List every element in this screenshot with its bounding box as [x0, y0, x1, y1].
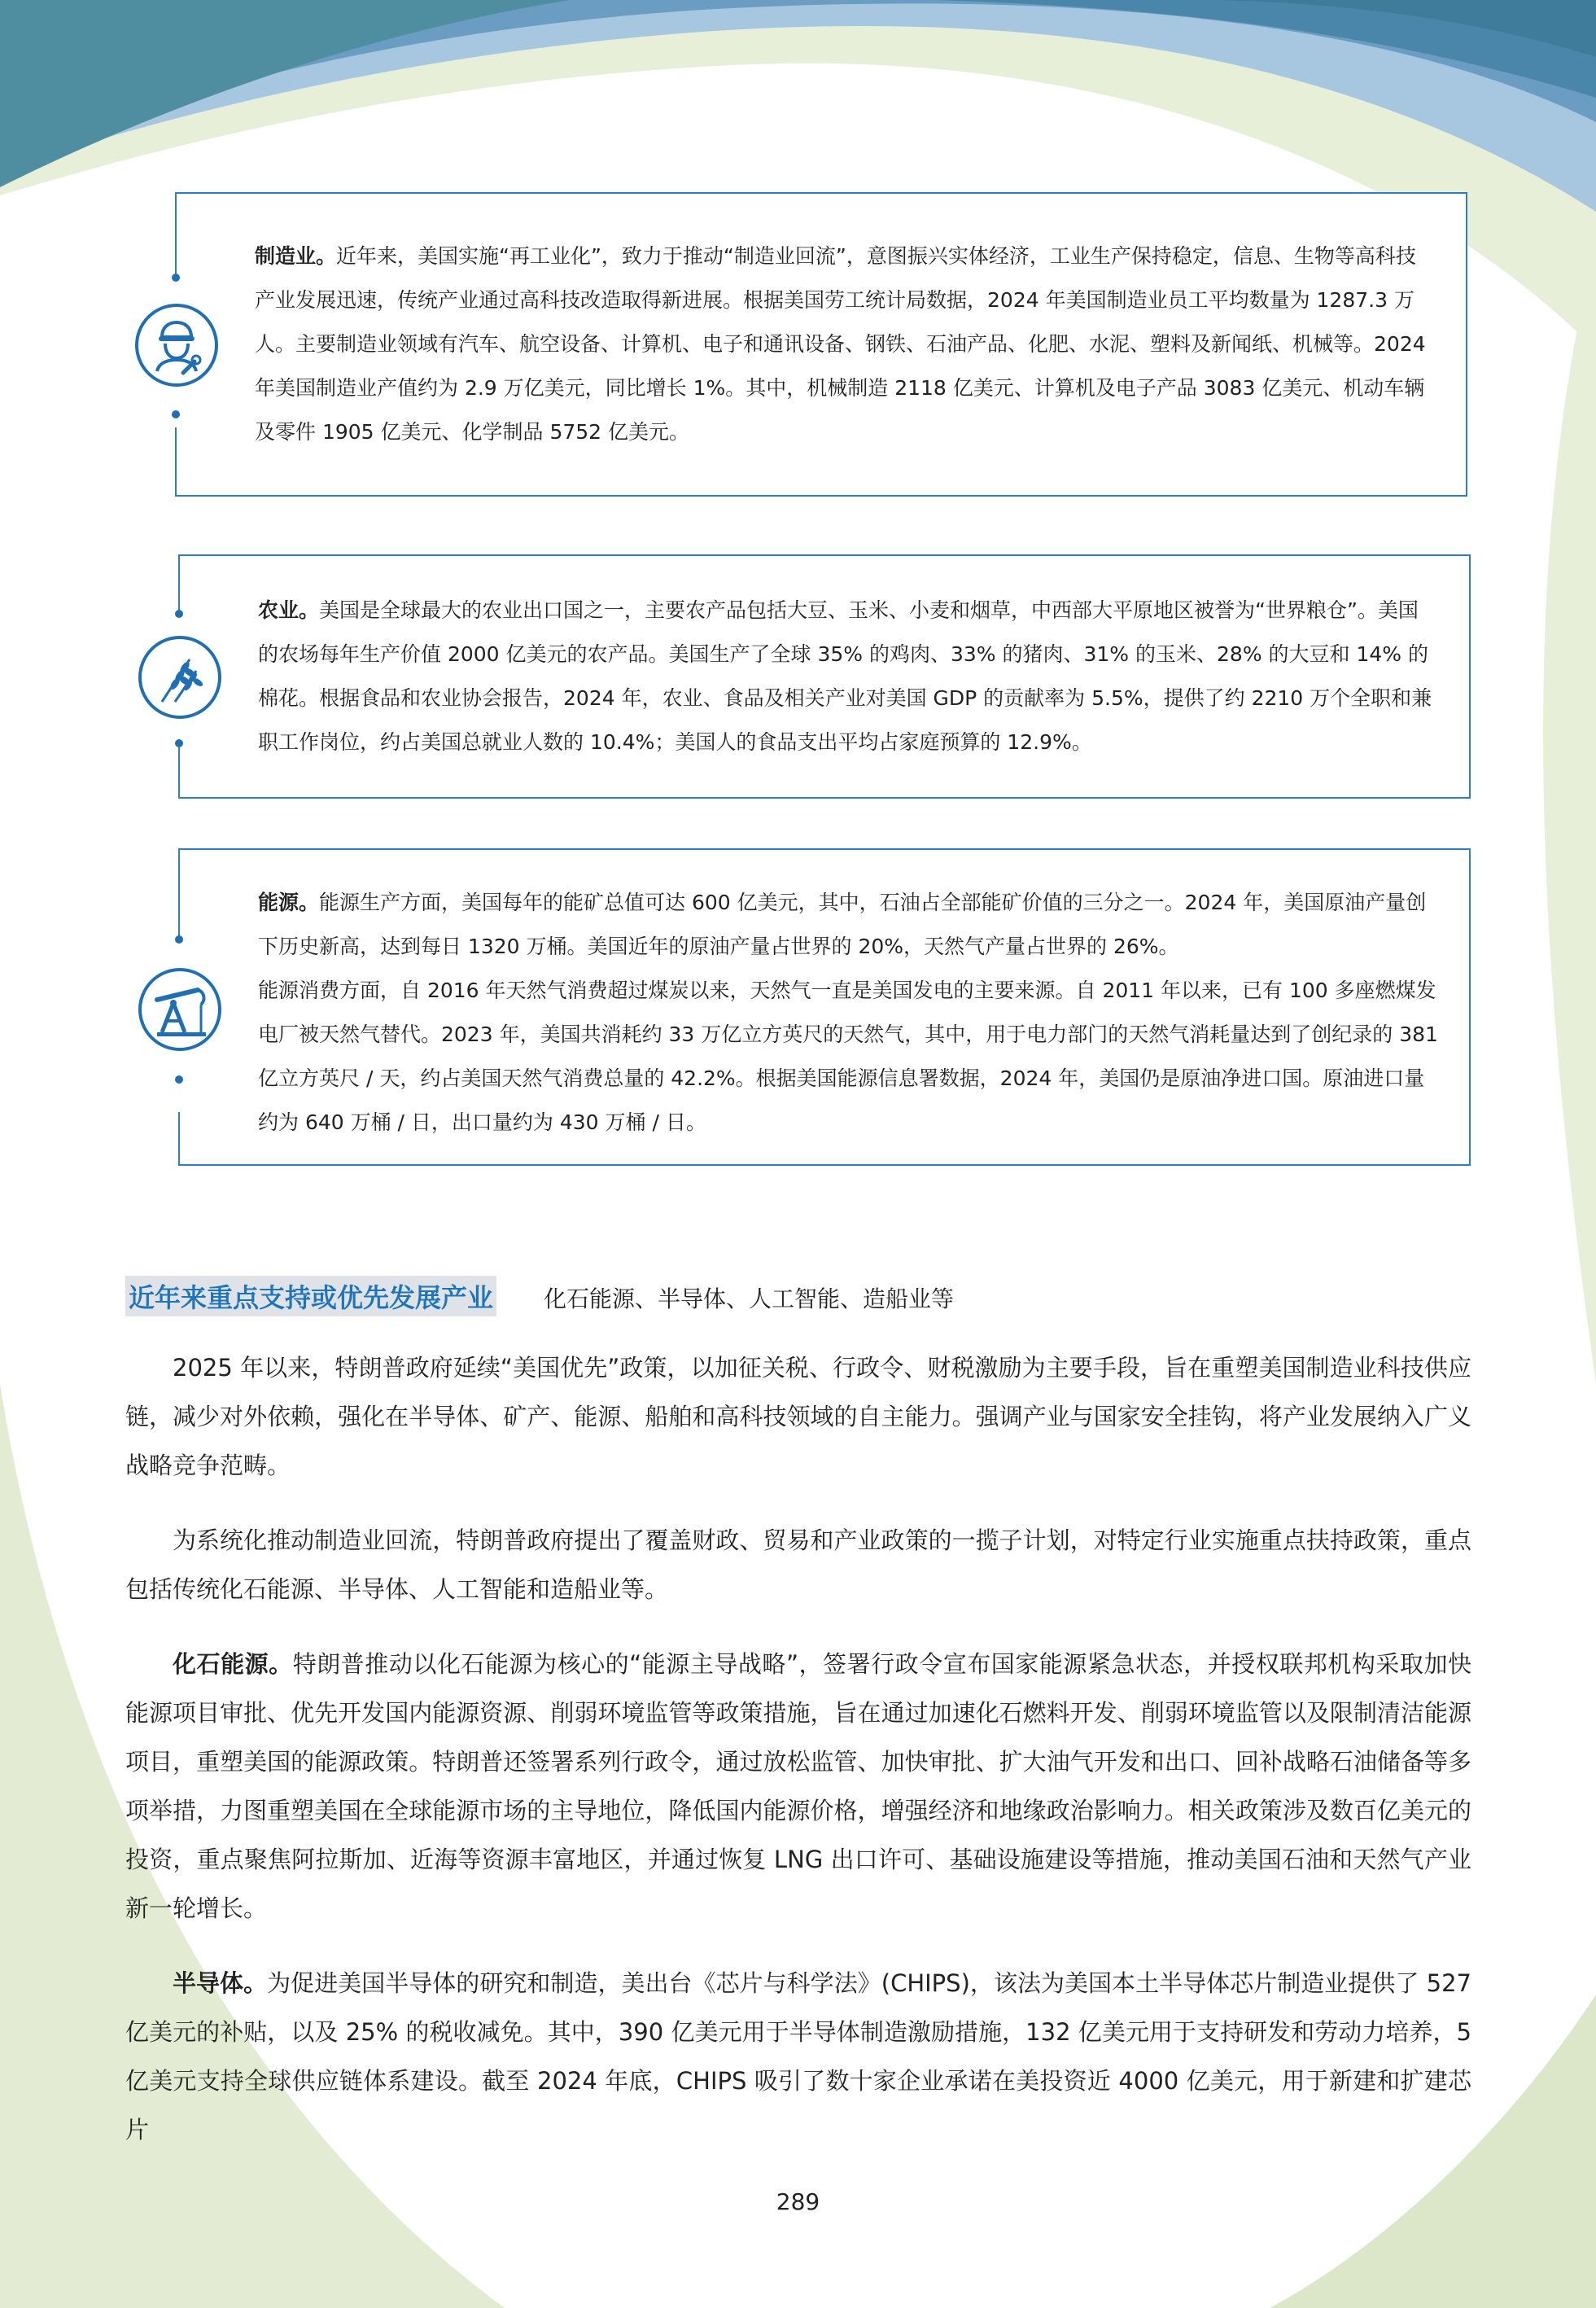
box-lead: 农业。: [258, 598, 320, 622]
section-title: 近年来重点支持或优先发展产业: [125, 1276, 496, 1316]
box-paragraph: 能源生产方面，美国每年的能矿总值可达 600 亿美元，其中，石油占全部能矿价值的三分之一。2024 年，美国原油产量创下历史新高，达到每日 1320 万桶。美国近年的原油产量占世界的 20%，天然气产量占世界的 26%。: [258, 891, 1427, 958]
page-number: 289: [776, 2188, 820, 2215]
paragraph-text: 为促进美国半导体的研究和制造，美出台《芯片与科学法》(CHIPS)，该法为美国本土半导体芯片制造业提供了 527 亿美元的补贴，以及 25% 的税收减免。其中，390 亿美元用于半导体制造激励措施，132 亿美元用于支持研发和劳动力培养，5 亿美元支持全球供应链体系建设。截至 2024 年底，CHIPS 吸引了数十家企业承诺在美投资近 4000 亿美元，用于新建和扩建芯片: [125, 1969, 1471, 2144]
connector-dot: [175, 935, 183, 944]
box-paragraph: 近年来，美国实施“再工业化”，致力于推动“制造业回流”，意图振兴实体经济，工业生产保持稳定，信息、生物等高科技产业发展迅速，传统产业通过高科技改造取得新进展。根据美国劳工统计局数据，2024 年美国制造业员工平均数量为 1287.3 万人。主要制造业领域有汽车、航空设备、计算机、电子和通讯设备、钢铁、石油产品、化肥、水泥、塑料及新闻纸、机械等。2024 年美国制造业产值约为 2.9 万亿美元，同比增长 1%。其中，机械制造 2118 亿美元、计算机及电子产品 3083 亿美元、机动车辆及零件 1905 亿美元、化学制品 5752 亿美元。: [255, 244, 1426, 444]
paragraph-text: 特朗普推动以化石能源为核心的“能源主导战略”，签署行政令宣布国家能源紧急状态，并授权联邦机构采取加快能源项目审批、优先开发国内能源资源、削弱环境监管等政策措施，旨在通过加速化石燃料开发、削弱环境监管以及限制清洁能源项目，重塑美国的能源政策。特朗普还签署系列行政令，通过放松监管、加快审批、扩大油气开发和出口、回补战略石油储备等多项举措，力图重塑美国在全球能源市场的主导地位，降低国内能源价格，增强经济和地缘政治影响力。相关政策涉及数百亿美元的投资，重点聚焦阿拉斯加、近海等资源丰富地区，并通过恢复 LNG 出口许可、基础设施建设等措施，推动美国石油和天然气产业新一轮增长。: [125, 1650, 1471, 1922]
box-text: [255, 234, 1435, 454]
box-text: [258, 881, 1438, 1145]
worker-icon: [134, 303, 219, 388]
industry-box-agriculture: [178, 554, 1471, 799]
connector-dot: [175, 610, 183, 618]
body-paragraph-fossil-energy: [125, 1640, 1471, 1933]
oil-pump-icon: [138, 967, 222, 1052]
box-text: [258, 589, 1438, 764]
body-paragraph: 为系统化推动制造业回流，特朗普政府提出了覆盖财政、贸易和产业政策的一揽子计划，对特定行业实施重点扶持政策，重点包括传统化石能源、半导体、人工智能和造船业等。: [125, 1526, 1471, 1603]
body-paragraph: 2025 年以来，特朗普政府延续“美国优先”政策，以加征关税、行政令、财税激励为主要手段，旨在重塑美国制造业科技供应链，减少对外依赖，强化在半导体、矿产、能源、船舶和高科技领域的自主能力。强调产业与国家安全挂钩，将产业发展纳入广义战略竞争范畴。: [125, 1354, 1471, 1479]
box-paragraph: 美国是全球最大的农业出口国之一，主要农产品包括大豆、玉米、小麦和烟草，中西部大平原地区被誉为“世界粮仓”。美国的农场每年生产价值 2000 亿美元的农产品。美国生产了全球 35% 的鸡肉、33% 的猪肉、31% 的玉米、28% 的大豆和 14% 的棉花。根据食品和农业协会报告，2024 年，农业、食品及相关产业对美国 GDP 的贡献率为 5.5%，提供了约 2210 万个全职和兼职工作岗位，约占美国总就业人数的 10.4%；美国人的食品支出平均占家庭预算的 12.9%。: [258, 598, 1432, 754]
connector-dot: [175, 1075, 183, 1084]
connector-dot: [175, 739, 183, 747]
paragraph-lead: 化石能源。: [173, 1650, 293, 1678]
industry-box-energy: [178, 848, 1471, 1166]
section-heading: [125, 1276, 954, 1316]
connector-dot: [172, 274, 180, 282]
industry-box-manufacturing: [175, 192, 1467, 497]
section-subtitle: 化石能源、半导体、人工智能、造船业等: [544, 1285, 955, 1312]
box-lead: 制造业。: [255, 244, 337, 268]
connector-dot: [172, 410, 180, 418]
box-paragraph: 能源消费方面，自 2016 年天然气消费超过煤炭以来，天然气一直是美国发电的主要来源。自 2011 年以来，已有 100 多座燃煤发电厂被天然气替代。2023 年，美国共消耗约 33 万亿立方英尺的天然气，其中，用于电力部门的天然气消耗量达到了创纪录的 381 亿立方英尺 / 天，约占美国天然气消费总量的 42.2%。根据美国能源信息署数据，2024 年，美国仍是原油净进口国。原油进口量约为 640 万桶 / 日，出口量约为 430 万桶 / 日。: [258, 979, 1438, 1134]
paragraph-lead: 半导体。: [173, 1969, 268, 1997]
wheat-icon: [138, 635, 222, 720]
body-paragraph-semiconductor: [125, 1959, 1471, 2154]
body-text: [125, 1343, 1471, 2180]
box-lead: 能源。: [258, 891, 320, 914]
